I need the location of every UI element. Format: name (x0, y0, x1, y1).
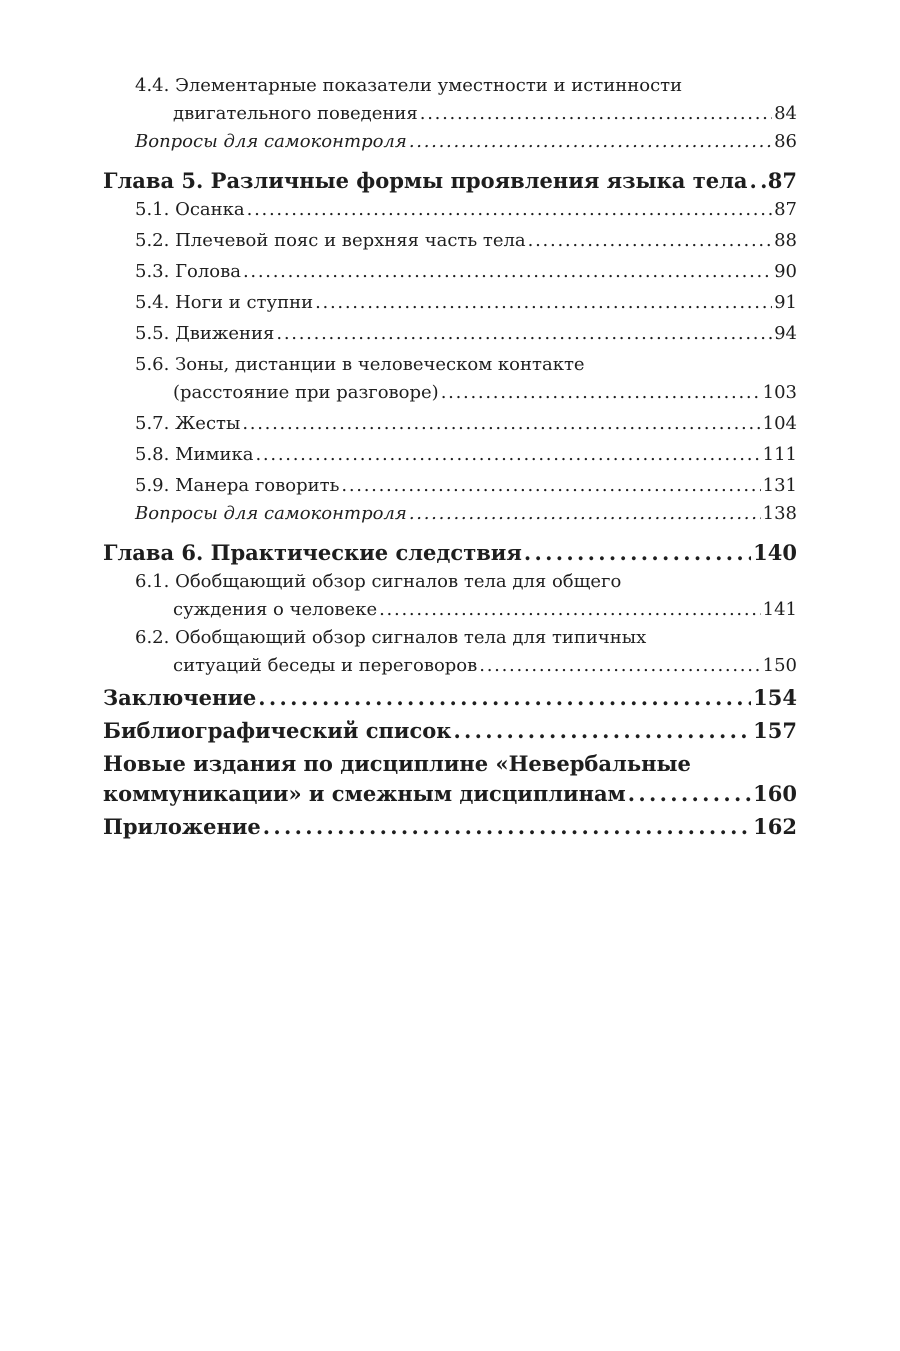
toc-appendix[interactable] (103, 812, 797, 842)
toc-entry-title: 5.4. Ноги и ступни (135, 292, 314, 313)
toc-entry-title: 6.1. Обобщающий обзор сигналов тела для общего (135, 571, 622, 592)
dot-leader (276, 320, 772, 348)
toc-entry-5-4[interactable] (103, 289, 797, 317)
page-number: 141 (762, 599, 797, 620)
toc-chapter-5[interactable] (103, 166, 797, 196)
page-number: 103 (762, 382, 797, 403)
page-number: 131 (762, 475, 797, 496)
toc-entry-title-cont: суждения о человеке (173, 599, 378, 620)
chapter-title: Приложение (103, 814, 261, 839)
page-number: 94 (774, 323, 797, 344)
page-number: 162 (753, 814, 797, 839)
dot-leader (409, 500, 761, 528)
toc-entry-title: 5.1. Осанка (135, 199, 245, 220)
toc-chapter-6[interactable] (103, 538, 797, 568)
dot-leader (628, 779, 751, 809)
chapter-title-cont: коммуникации» и смежным дисциплинам (103, 781, 626, 806)
toc-entry-title-cont: двигательного поведения (173, 103, 418, 124)
page-number: 86 (774, 131, 797, 152)
page-number: 104 (762, 413, 797, 434)
page-number: 88 (774, 230, 797, 251)
toc-entry-questions-4[interactable] (103, 128, 797, 156)
dot-leader (409, 128, 772, 156)
dot-leader (242, 410, 760, 438)
toc-entry-title: 5.2. Плечевой пояс и верхняя часть тела (135, 230, 526, 251)
toc-entry-title: 6.2. Обобщающий обзор сигналов тела для типичных (135, 627, 647, 648)
toc-entry-5-7[interactable] (103, 410, 797, 438)
dot-leader (255, 441, 760, 469)
toc-entry-5-8[interactable] (103, 441, 797, 469)
chapter-title: Глава 6. Практические следствия (103, 540, 522, 565)
dot-leader (258, 683, 751, 713)
dot-leader (379, 596, 761, 624)
toc-entry-6-1[interactable] (103, 568, 797, 624)
page-number: 140 (753, 540, 797, 565)
chapter-title: Библиографический список (103, 718, 452, 743)
toc-entry-title-cont: (расстояние при разговоре) (173, 382, 439, 403)
toc-new-editions[interactable] (103, 749, 797, 809)
toc-conclusion[interactable] (103, 683, 797, 713)
dot-leader (441, 379, 761, 407)
page-number: 87 (774, 199, 797, 220)
dot-leader (243, 258, 772, 286)
toc-entry-title: Вопросы для самоконтроля (135, 503, 407, 524)
page-number: 154 (753, 685, 797, 710)
toc-entry-title: Вопросы для самоконтроля (135, 131, 407, 152)
toc-bibliography[interactable] (103, 716, 797, 746)
toc-entry-title: 5.8. Мимика (135, 444, 254, 465)
toc-entry-5-5[interactable] (103, 320, 797, 348)
toc-entry-5-1[interactable] (103, 196, 797, 224)
dot-leader (453, 716, 751, 746)
toc-entry-6-2[interactable] (103, 624, 797, 680)
toc-entry-title: 5.9. Манера говорить (135, 475, 340, 496)
dot-leader (315, 289, 772, 317)
toc-entry-title: 5.5. Движения (135, 323, 275, 344)
page-number: 150 (762, 655, 797, 676)
page-number: 111 (762, 444, 797, 465)
chapter-title: Заключение (103, 685, 257, 710)
dot-leader (528, 227, 772, 255)
chapter-title: Новые издания по дисциплине «Невербальные (103, 751, 691, 776)
toc-entry-4-4[interactable] (103, 72, 797, 128)
toc-entry-5-9[interactable] (103, 472, 797, 500)
chapter-title: Глава 5. Различные формы проявления языка тела (103, 168, 748, 193)
dot-leader (341, 472, 760, 500)
page-number: 84 (774, 103, 797, 124)
page-number: 87 (767, 168, 797, 193)
table-of-contents (103, 72, 797, 842)
toc-entry-title: 5.7. Жесты (135, 413, 241, 434)
dot-leader (263, 812, 751, 842)
page-number: 157 (753, 718, 797, 743)
toc-entry-title: 5.6. Зоны, дистанции в человеческом контакте (135, 354, 585, 375)
toc-entry-5-3[interactable] (103, 258, 797, 286)
toc-entry-title: 4.4. Элементарные показатели уместности и истинности (135, 75, 683, 96)
dot-leader (420, 100, 772, 128)
dot-leader (749, 166, 765, 196)
dot-leader (524, 538, 751, 568)
dot-leader (479, 652, 760, 680)
toc-entry-5-2[interactable] (103, 227, 797, 255)
page-number: 160 (753, 781, 797, 806)
toc-entry-title-cont: ситуаций беседы и переговоров (173, 655, 478, 676)
toc-entry-title: 5.3. Голова (135, 261, 241, 282)
page-number: 138 (762, 503, 797, 524)
toc-entry-questions-5[interactable] (103, 500, 797, 528)
toc-entry-5-6[interactable] (103, 351, 797, 407)
dot-leader (247, 196, 772, 224)
page-number: 91 (774, 292, 797, 313)
page-number: 90 (774, 261, 797, 282)
